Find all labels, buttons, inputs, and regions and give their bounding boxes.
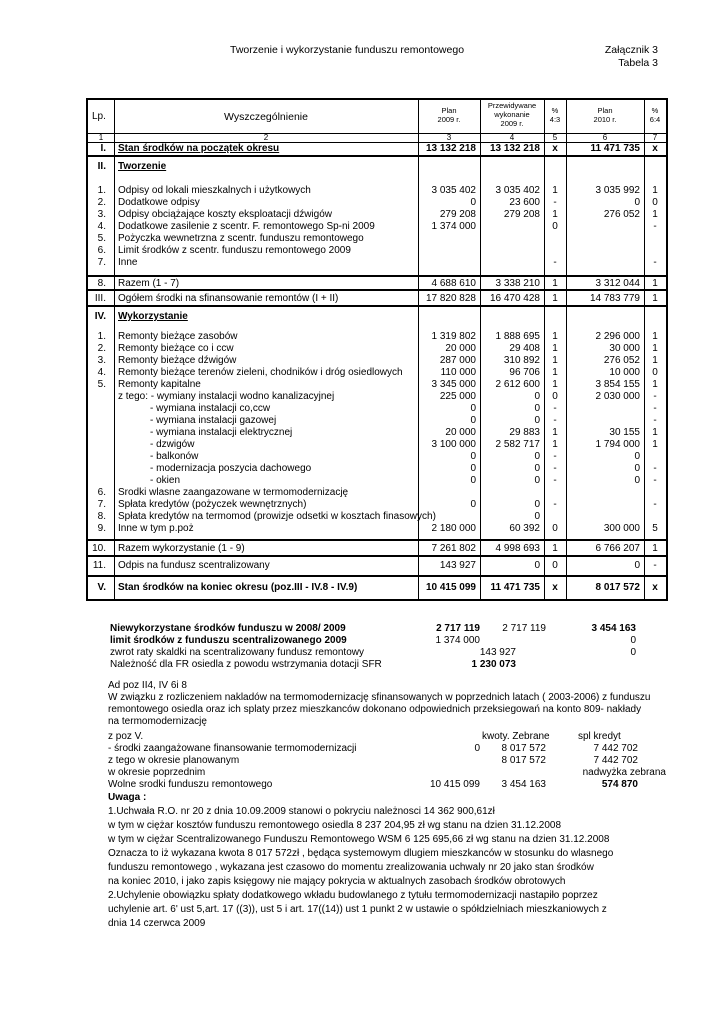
row-pct64: 0 bbox=[652, 197, 658, 208]
row-plan2010: 10 000 bbox=[609, 367, 640, 378]
table-column-divider bbox=[114, 307, 115, 539]
table-column-divider bbox=[544, 134, 545, 142]
row-label: Remonty bieżące co i ccw bbox=[118, 343, 234, 354]
row-plan2010: 300 000 bbox=[603, 523, 640, 534]
row-lp: 1. bbox=[97, 331, 106, 342]
row-lp: 7. bbox=[97, 499, 106, 510]
calc-header-collected: kwoty. Zebrane bbox=[482, 731, 550, 742]
row-plan2009: 2 180 000 bbox=[431, 523, 476, 534]
col-num-4: 4 bbox=[509, 133, 515, 142]
summary-receivable-label: Należność dla FR osiedla z powodu wstrzymania dotacji SFR bbox=[110, 659, 382, 670]
fund-table bbox=[86, 98, 668, 601]
row-pct64: 1 bbox=[652, 379, 658, 390]
calc-row-b: 3 454 163 bbox=[501, 779, 546, 790]
remark-line: dnia 14 czerwca 2009 bbox=[108, 918, 206, 929]
table-column-divider bbox=[418, 134, 419, 142]
row-pct64: - bbox=[653, 475, 657, 486]
col-pct43-header: % 4:3 bbox=[549, 106, 561, 124]
row-lp: 5. bbox=[97, 233, 106, 244]
row-lp: 3. bbox=[97, 209, 106, 220]
row-pct43: 1 bbox=[552, 427, 558, 438]
note-line: na termomodernizację bbox=[108, 716, 207, 727]
row-lp: 4. bbox=[97, 367, 106, 378]
remark-line: w tym w ciężar kosztów funduszu remontowego osiedla 8 237 204,95 zł wg stanu na dzien 31.12.2008 bbox=[108, 820, 562, 831]
row-pct43: - bbox=[553, 451, 557, 462]
row-pct64: 1 bbox=[652, 355, 658, 366]
row-lp: 6. bbox=[97, 487, 106, 498]
summary-refund-p2010: 0 bbox=[630, 647, 636, 658]
row-exec2009: 60 392 bbox=[509, 523, 540, 534]
row-pct43: - bbox=[553, 257, 557, 268]
row-pct64: 1 bbox=[652, 278, 658, 289]
calc-row-label: - środki zaangażowane finansowanie termomodernizacji bbox=[108, 743, 357, 754]
row-label: Remonty bieżące terenów zieleni, chodników i dróg osiedlowych bbox=[118, 367, 403, 378]
row-exec2009: 0 bbox=[534, 463, 540, 474]
row-pct43: 1 bbox=[552, 209, 558, 220]
row-plan2010: 0 bbox=[634, 463, 640, 474]
row-plan2010: 0 bbox=[634, 475, 640, 486]
row-label: Odpis na fundusz scentralizowany bbox=[118, 560, 270, 571]
col-plan2010-header: Plan 2010 r. bbox=[593, 106, 617, 124]
table-row-section-3 bbox=[88, 291, 666, 307]
row-label: Odpisy od lokali mieszkalnych i użytkowych bbox=[118, 185, 311, 196]
calc-row-b: 8 017 572 bbox=[501, 755, 546, 766]
row-exec2009: 0 bbox=[534, 391, 540, 402]
calc-header-label: z poz V. bbox=[108, 731, 144, 742]
row-plan2009: 143 927 bbox=[439, 560, 476, 571]
row-plan2010: 11 471 735 bbox=[590, 143, 640, 154]
row-plan2009: 4 688 610 bbox=[431, 278, 476, 289]
remark-heading: Uwaga : bbox=[108, 792, 147, 803]
row-lp: 9. bbox=[97, 523, 106, 534]
table-column-divider bbox=[566, 134, 567, 142]
row-plan2010: 0 bbox=[634, 451, 640, 462]
row-exec2009: 16 470 428 bbox=[489, 293, 540, 304]
calc-row-a: 10 415 099 bbox=[429, 779, 480, 790]
row-plan2009: 0 bbox=[470, 415, 476, 426]
row-pct43: 1 bbox=[552, 439, 558, 450]
row-plan2009: 20 000 bbox=[445, 343, 476, 354]
row-pct64: 5 bbox=[652, 523, 658, 534]
row-lp: IV. bbox=[94, 311, 106, 322]
col-pct64-header: % 6:4 bbox=[649, 106, 661, 124]
row-pct43: 1 bbox=[552, 278, 558, 289]
row-pct64: x bbox=[652, 143, 658, 154]
row-plan2009: 0 bbox=[470, 499, 476, 510]
row-pct64: 1 bbox=[652, 543, 658, 554]
row-lp: 8. bbox=[97, 278, 106, 289]
calc-header-loan: spl kredyt bbox=[578, 731, 621, 742]
row-plan2009: 0 bbox=[470, 451, 476, 462]
row-pct64: 1 bbox=[652, 331, 658, 342]
row-plan2009: 0 bbox=[470, 475, 476, 486]
row-plan2010: 14 783 779 bbox=[589, 293, 640, 304]
row-lp: II. bbox=[97, 161, 106, 172]
row-exec2009: 0 bbox=[534, 560, 540, 571]
row-label: Spłata kredytów (pożyczek wewnętrznych) bbox=[118, 499, 307, 510]
row-label: Stan środków na początek okresu bbox=[118, 143, 280, 154]
row-label: Dodatkowe odpisy bbox=[118, 197, 200, 208]
row-plan2009: 10 415 099 bbox=[425, 582, 476, 593]
row-lp: 4. bbox=[97, 221, 106, 232]
row-lp: 10. bbox=[92, 543, 106, 554]
col-num-2: 2 bbox=[263, 133, 269, 142]
summary-limit-p2010: 0 bbox=[630, 635, 636, 646]
row-label: Stan środków na koniec okresu (poz.III - IV.8 - IV.9) bbox=[118, 582, 358, 593]
row-plan2010: 2 030 000 bbox=[595, 391, 640, 402]
row-pct43: 0 bbox=[552, 221, 558, 232]
row-plan2010: 3 854 155 bbox=[595, 379, 640, 390]
row-label: - wymiana instalacji co,ccw bbox=[150, 403, 271, 414]
col-num-6: 6 bbox=[602, 133, 608, 142]
summary-receivable-e2009: 1 230 073 bbox=[471, 659, 516, 670]
table-header-row bbox=[88, 100, 666, 134]
row-pct43: 1 bbox=[552, 343, 558, 354]
calc-row-c: 7 442 702 bbox=[593, 755, 638, 766]
row-pct43: 1 bbox=[552, 379, 558, 390]
row-label: - dzwigów bbox=[150, 439, 195, 450]
row-pct43: - bbox=[553, 499, 557, 510]
table-column-divider bbox=[114, 143, 115, 155]
row-pct64: x bbox=[652, 582, 658, 593]
table-column-divider bbox=[114, 541, 115, 555]
row-exec2009: 310 892 bbox=[503, 355, 540, 366]
row-plan2010: 6 766 207 bbox=[595, 543, 640, 554]
summary-limit-label: limit środków z funduszu scentralizowanego 2009 bbox=[110, 635, 347, 646]
row-lp: III. bbox=[94, 293, 106, 304]
row-plan2009: 3 035 402 bbox=[431, 185, 476, 196]
summary-unused-label: Niewykorzystane środków funduszu w 2008/ 2009 bbox=[110, 623, 346, 634]
row-exec2009: 0 bbox=[534, 511, 540, 522]
remark-line: w tym w ciężar Scentralizowanego Funduszu Remontowego WSM 6 125 695,66 zł wg stanu na dzien 31.12.2008 bbox=[108, 834, 610, 845]
row-pct43: 1 bbox=[552, 293, 558, 304]
table-column-divider bbox=[114, 100, 115, 133]
row-label: Inne w tym p.poż bbox=[118, 523, 194, 534]
col-plan2009-header: Plan 2009 r. bbox=[437, 106, 461, 124]
row-pct43: 1 bbox=[552, 367, 558, 378]
row-pct43: 1 bbox=[552, 355, 558, 366]
row-label: Odpisy obciążające koszty eksploatacji dźwigów bbox=[118, 209, 332, 220]
row-plan2009: 279 208 bbox=[439, 209, 476, 220]
row-pct43: - bbox=[553, 403, 557, 414]
row-plan2009: 0 bbox=[470, 463, 476, 474]
row-exec2009: 3 035 402 bbox=[495, 185, 540, 196]
table-column-divider bbox=[114, 557, 115, 575]
row-exec2009: 29 408 bbox=[509, 343, 540, 354]
row-pct43: 1 bbox=[552, 543, 558, 554]
calc-row-c: nadwyżka zebrana bbox=[582, 767, 666, 778]
row-pct64: 0 bbox=[652, 367, 658, 378]
row-pct64: 1 bbox=[652, 439, 658, 450]
row-label: Remonty bieżące dźwigów bbox=[118, 355, 237, 366]
table-number: Tabela 3 bbox=[618, 57, 658, 69]
row-exec2009: 3 338 210 bbox=[495, 278, 540, 289]
row-lp: 8. bbox=[97, 511, 106, 522]
row-pct64: 1 bbox=[652, 427, 658, 438]
row-lp: 7. bbox=[97, 257, 106, 268]
row-plan2010: 0 bbox=[634, 560, 640, 571]
row-exec2009: 1 888 695 bbox=[495, 331, 540, 342]
row-pct64: - bbox=[653, 391, 657, 402]
table-row-section-1 bbox=[88, 143, 666, 157]
row-plan2010: 30 155 bbox=[609, 427, 640, 438]
row-plan2010: 8 017 572 bbox=[595, 582, 640, 593]
row-label: Tworzenie bbox=[118, 161, 167, 172]
column-number-row bbox=[88, 134, 666, 143]
row-plan2010: 276 052 bbox=[603, 355, 640, 366]
table-row-section-4 bbox=[88, 307, 666, 541]
table-column-divider bbox=[544, 100, 545, 133]
table-row-total-10 bbox=[88, 541, 666, 557]
row-pct43: - bbox=[553, 475, 557, 486]
summary-limit-p2009: 1 374 000 bbox=[435, 635, 480, 646]
row-exec2009: 96 706 bbox=[509, 367, 540, 378]
remark-line: 1.Uchwała R.O. nr 20 z dnia 10.09.2009 stanowi o pokryciu należnosci 14 362 900,61zł bbox=[108, 806, 495, 817]
table-column-divider bbox=[418, 100, 419, 133]
col-num-5: 5 bbox=[552, 133, 558, 142]
row-pct64: - bbox=[653, 257, 657, 268]
note-line: remontowego osiedla oraz ich splaty przez mieszkanców dokonano odpowiednich przeksiegowań na konto 809- nakłady bbox=[108, 704, 642, 715]
row-label: Remonty bieżące zasobów bbox=[118, 331, 238, 342]
row-label: Spłata kredytów na termomod (prowizje odsetki w kosztach finasowych) bbox=[118, 511, 436, 522]
row-plan2009: 13 132 218 bbox=[425, 143, 476, 154]
summary-refund-e2009: 143 927 bbox=[479, 647, 516, 658]
row-pct43: x bbox=[552, 143, 558, 154]
row-exec2009: 0 bbox=[534, 451, 540, 462]
table-row-section-2 bbox=[88, 157, 666, 277]
row-plan2009: 7 261 802 bbox=[431, 543, 476, 554]
table-row-section-5 bbox=[88, 577, 666, 599]
remark-line: 2.Uchylenie obowiązku spłaty dodatkowego wkładu budowlanego z tytułu termomodernizacji nastapiło poprzez bbox=[108, 890, 598, 901]
row-exec2009: 279 208 bbox=[503, 209, 540, 220]
row-exec2009: 4 998 693 bbox=[495, 543, 540, 554]
row-label: Srodki wlasne zaangazowane w termomodernizację bbox=[118, 487, 349, 498]
row-plan2009: 0 bbox=[470, 403, 476, 414]
row-pct64: 1 bbox=[652, 343, 658, 354]
col-num-3: 3 bbox=[446, 133, 452, 142]
row-plan2010: 1 794 000 bbox=[595, 439, 640, 450]
row-plan2009: 110 000 bbox=[440, 367, 476, 378]
row-pct64: - bbox=[653, 560, 657, 571]
row-exec2009: 0 bbox=[534, 499, 540, 510]
calc-row-label: z tego w okresie planowanym bbox=[108, 755, 240, 766]
table-column-divider bbox=[566, 100, 567, 133]
row-lp: 2. bbox=[97, 197, 106, 208]
note-ref: Ad poz II4, IV 6i 8 bbox=[108, 680, 187, 691]
row-plan2010: 3 035 992 bbox=[595, 185, 640, 196]
row-label: Pożyczka wewnetrzna z scentr. funduszu remontowego bbox=[118, 233, 364, 244]
row-pct64: 1 bbox=[652, 209, 658, 220]
row-label: - modernizacja poszycia dachowego bbox=[150, 463, 312, 474]
row-plan2009: 0 bbox=[470, 197, 476, 208]
row-exec2009: 23 600 bbox=[509, 197, 540, 208]
table-row-total-8 bbox=[88, 277, 666, 291]
table-column-divider bbox=[114, 577, 115, 599]
table-column-divider bbox=[114, 291, 115, 305]
row-plan2010: 2 296 000 bbox=[595, 331, 640, 342]
row-label: Wykorzystanie bbox=[118, 311, 188, 322]
row-lp: 2. bbox=[97, 343, 106, 354]
row-exec2009: 0 bbox=[534, 403, 540, 414]
row-pct43: - bbox=[553, 415, 557, 426]
row-label: Ogółem środki na sfinansowanie remontów (I + II) bbox=[118, 293, 339, 304]
summary-unused-p2009: 2 717 119 bbox=[436, 623, 480, 634]
row-pct43: - bbox=[553, 463, 557, 474]
row-pct64: 1 bbox=[652, 185, 658, 196]
row-plan2009: 17 820 828 bbox=[425, 293, 476, 304]
row-lp: 6. bbox=[97, 245, 106, 256]
row-plan2009: 287 000 bbox=[439, 355, 476, 366]
row-exec2009: 0 bbox=[534, 475, 540, 486]
calc-row-c: 574 870 bbox=[601, 779, 638, 790]
remark-line: funduszu remontowego , wykazana jest czasowo do momentu zrealizowania uchwaly nr 20 jako stan środków bbox=[108, 862, 594, 873]
col-exec2009-header: Przewidywane wykonanie 2009 r. bbox=[487, 101, 537, 128]
calc-row-label: w okresie poprzednim bbox=[108, 767, 206, 778]
row-pct43: 1 bbox=[552, 185, 558, 196]
row-plan2010: 0 bbox=[634, 197, 640, 208]
attachment-label: Załącznik 3 bbox=[604, 44, 658, 56]
calc-row-b: 8 017 572 bbox=[501, 743, 546, 754]
row-pct43: 0 bbox=[552, 523, 558, 534]
note-line: W związku z rozliczeniem nakladów na termomodernizację sfinansowanych w poprzednich latach ( 2003-2006) z funduszu bbox=[108, 692, 651, 703]
table-column-divider bbox=[480, 100, 481, 133]
row-plan2009: 1 374 000 bbox=[431, 221, 476, 232]
row-label: - wymiana instalacji elektrycznej bbox=[150, 427, 293, 438]
summary-refund-label: zwrot raty skaldki na scentralizowany fundusz remontowy bbox=[110, 647, 364, 658]
row-lp: 3. bbox=[97, 355, 106, 366]
calc-row-a: 0 bbox=[474, 743, 480, 754]
row-pct43: 0 bbox=[552, 560, 558, 571]
row-plan2009: 20 000 bbox=[445, 427, 476, 438]
col-num-7: 7 bbox=[652, 133, 658, 142]
row-label: Razem wykorzystanie (1 - 9) bbox=[118, 543, 245, 554]
row-lp: I. bbox=[100, 143, 106, 154]
row-label: Dodatkowe zasilenie z scentr. F. remontowego Sp-ni 2009 bbox=[118, 221, 375, 232]
table-column-divider bbox=[114, 134, 115, 142]
col-num-1: 1 bbox=[98, 133, 104, 142]
row-lp: 1. bbox=[97, 185, 106, 196]
row-pct64: 1 bbox=[652, 293, 658, 304]
row-plan2009: 1 319 802 bbox=[431, 331, 476, 342]
row-pct64: - bbox=[653, 499, 657, 510]
row-plan2009: 225 000 bbox=[439, 391, 476, 402]
table-column-divider bbox=[114, 277, 115, 289]
row-exec2009: 29 883 bbox=[509, 427, 540, 438]
summary-unused-p2010: 3 454 163 bbox=[591, 623, 636, 634]
table-column-divider bbox=[480, 134, 481, 142]
row-plan2010: 276 052 bbox=[603, 209, 640, 220]
summary-unused-e2009: 2 717 119 bbox=[502, 623, 546, 634]
row-pct43: x bbox=[552, 582, 558, 593]
col-lp-header: Lp. bbox=[92, 111, 106, 122]
row-exec2009: 11 471 735 bbox=[490, 582, 540, 593]
row-exec2009: 2 582 717 bbox=[495, 439, 540, 450]
row-plan2010: 3 312 044 bbox=[595, 278, 640, 289]
remark-line: Oznacza to iż wykazana kwota 8 017 572zł , będąca systemowym dlugiem mieszkanców w stosunku do wlasnego bbox=[108, 848, 614, 859]
table-column-divider bbox=[644, 134, 645, 142]
row-plan2009: 3 345 000 bbox=[431, 379, 476, 390]
row-lp: 11. bbox=[92, 560, 106, 571]
row-pct43: 1 bbox=[552, 331, 558, 342]
col-desc-header: Wyszczególnienie bbox=[224, 111, 308, 123]
page-title: Tworzenie i wykorzystanie funduszu remontowego bbox=[230, 44, 465, 56]
calc-row-c: 7 442 702 bbox=[593, 743, 638, 754]
row-label: Inne bbox=[118, 257, 138, 268]
remark-line: uchylenie art. 6' ust 5,art. 17 ((3)), ust 5 i art. 17((14)) ust 1 punkt 2 w ustawie o spółdzielniach mieszkaniowych z bbox=[108, 904, 607, 915]
table-column-divider bbox=[644, 100, 645, 133]
row-pct43: 0 bbox=[552, 391, 558, 402]
row-label: - okien bbox=[150, 475, 181, 486]
table-column-divider bbox=[114, 157, 115, 275]
row-pct64: - bbox=[653, 403, 657, 414]
row-label: Limit środków z scentr. funduszu remontowego 2009 bbox=[118, 245, 351, 256]
row-pct43: - bbox=[553, 197, 557, 208]
row-exec2009: 2 612 600 bbox=[495, 379, 540, 390]
row-label: - balkonów bbox=[150, 451, 199, 462]
row-plan2009: 3 100 000 bbox=[431, 439, 476, 450]
row-pct64: - bbox=[653, 221, 657, 232]
row-lp: 5. bbox=[97, 379, 106, 390]
row-label: z tego: - wymiany instalacji wodno kanalizacyjnej bbox=[118, 391, 335, 402]
row-label: - wymiana instalacji gazowej bbox=[150, 415, 277, 426]
calc-row-label: Wolne srodki funduszu remontowego bbox=[108, 779, 273, 790]
row-pct64: - bbox=[653, 415, 657, 426]
row-plan2010: 30 000 bbox=[609, 343, 640, 354]
row-exec2009: 13 132 218 bbox=[489, 143, 540, 154]
row-label: Remonty kapitalne bbox=[118, 379, 201, 390]
row-pct64: - bbox=[653, 463, 657, 474]
table-row-11 bbox=[88, 557, 666, 577]
row-lp: V. bbox=[97, 582, 106, 593]
row-label: Razem (1 - 7) bbox=[118, 278, 180, 289]
remark-line: na koniec 2010, i jako zapis księgowy nie mający pokrycia w aktualnych zasobach środków obrotowych bbox=[108, 876, 566, 887]
row-exec2009: 0 bbox=[534, 415, 540, 426]
